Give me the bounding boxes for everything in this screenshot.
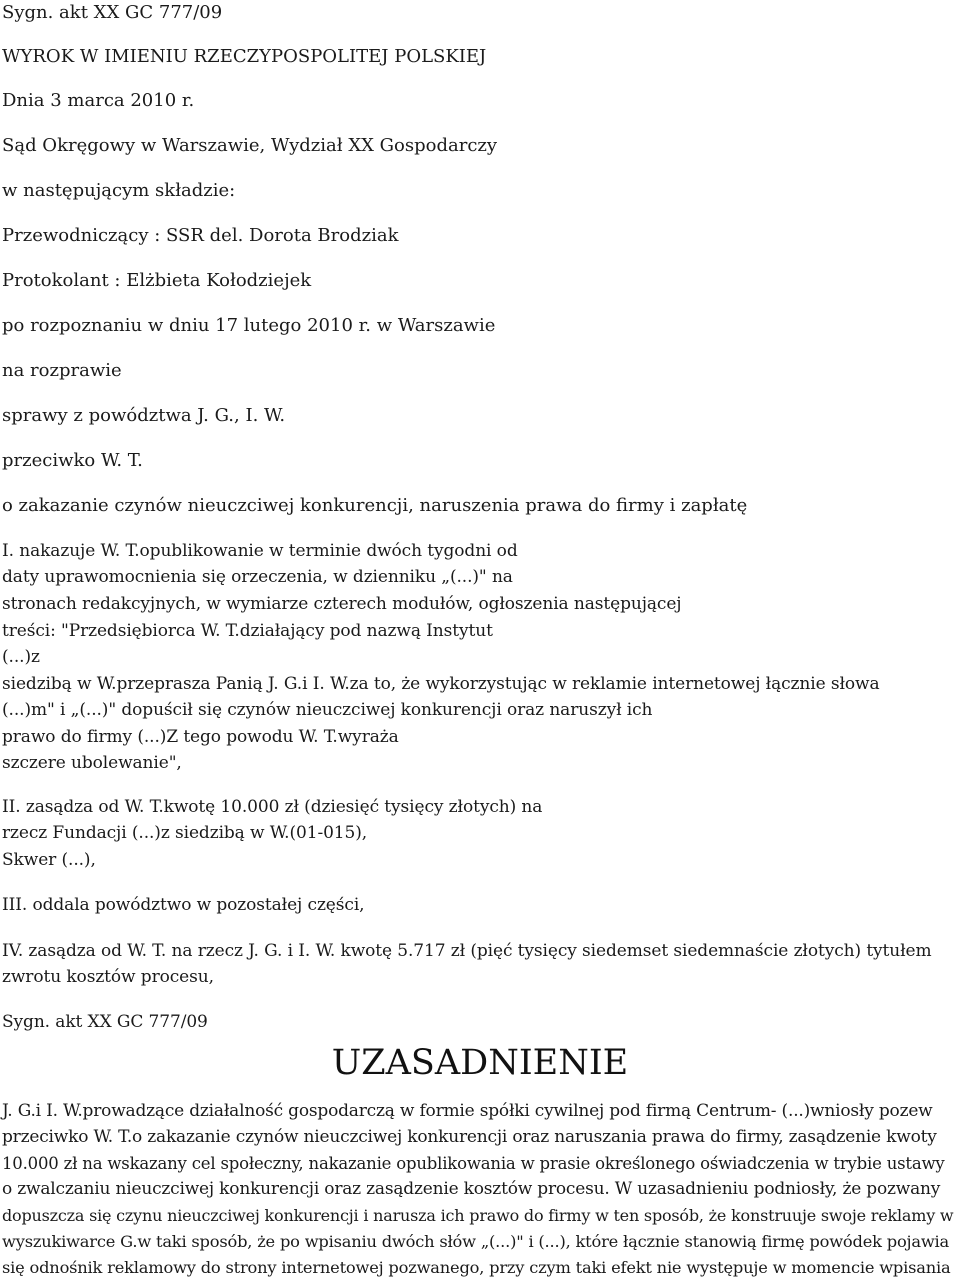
justification-heading: UZASADNIENIE bbox=[331, 1043, 629, 1083]
case-subject: o zakazanie czynów nieuczciwej konkurencji, naruszenia prawa do firmy i zapłatę bbox=[2, 495, 748, 516]
ruling-item-1-line: stronach redakcyjnych, w wymiarze czterech modułów, ogłoszenia następującej bbox=[2, 594, 682, 614]
justification-line: J. G.i I. W.prowadzące działalność gospodarczą w formie spółki cywilnej pod firmą Centrum- (...)wniosły pozew bbox=[2, 1101, 933, 1121]
hearing-info: po rozpoznaniu w dniu 17 lutego 2010 r. w Warszawie bbox=[2, 315, 496, 336]
ruling-item-1-line: (...)m" i „(...)" dopuścił się czynów nieuczciwej konkurencji oraz naruszył ich bbox=[2, 700, 653, 720]
ruling-item-1-line: treści: "Przedsiębiorca W. T.działający pod nazwą Instytut bbox=[2, 621, 493, 641]
session-type: na rozprawie bbox=[2, 360, 122, 381]
justification-line: 10.000 zł na wskazany cel społeczny, nakazanie opublikowania w prasie określonego oświadczenia w trybie ustawy bbox=[2, 1154, 945, 1173]
ruling-item-2-line: Skwer (...), bbox=[2, 850, 96, 870]
presiding-judge: Przewodniczący : SSR del. Dorota Brodziak bbox=[2, 225, 399, 246]
judgment-title: WYROK W IMIENIU RZECZYPOSPOLITEJ POLSKIEJ bbox=[2, 46, 487, 67]
case-parties: sprawy z powództwa J. G., I. W. bbox=[2, 405, 286, 426]
justification-line: wyszukiwarce G.w taki sposób, że po wpisaniu dwóch słów „(...)" i (...), które łącznie stanowią firmę powódek pojawia bbox=[2, 1232, 950, 1251]
ruling-item-1-line: (...)z bbox=[2, 647, 40, 667]
ruling-item-3: III. oddala powództwo w pozostałej części, bbox=[2, 895, 365, 915]
justification-line: o zwalczaniu nieuczciwej konkurencji oraz zasądzenie kosztów procesu. W uzasadnieniu podniosły, że pozwany bbox=[2, 1179, 941, 1199]
judgment-date: Dnia 3 marca 2010 r. bbox=[2, 90, 195, 111]
ruling-item-4-line: IV. zasądza od W. T. na rzecz J. G. i I. W. kwotę 5.717 zł (pięć tysięcy siedemset siedemnaście złotych) tytułem bbox=[2, 941, 932, 961]
justification-line: przeciwko W. T.o zakazanie czynów nieuczciwej konkurencji oraz naruszania prawa do firmy, zasądzenie kwoty bbox=[2, 1127, 937, 1147]
justification-signature: Sygn. akt XX GC 777/09 bbox=[2, 1012, 208, 1032]
ruling-item-4-line: zwrotu kosztów procesu, bbox=[2, 967, 214, 987]
ruling-item-1-line: szczere ubolewanie", bbox=[2, 753, 182, 773]
ruling-item-1-line: I. nakazuje W. T.opublikowanie w terminie dwóch tygodni od bbox=[2, 541, 518, 561]
court-name: Sąd Okręgowy w Warszawie, Wydział XX Gospodarczy bbox=[2, 135, 498, 156]
ruling-item-2-line: II. zasądza od W. T.kwotę 10.000 zł (dziesięć tysięcy złotych) na bbox=[2, 797, 543, 817]
ruling-item-1-line: daty uprawomocnienia się orzeczenia, w dzienniku „(...)" na bbox=[2, 567, 513, 587]
composition-label: w następującym składzie: bbox=[2, 180, 236, 201]
ruling-item-1-line: siedzibą w W.przeprasza Panią J. G.i I. W.za to, że wykorzystując w reklamie internetowej łącznie słowa bbox=[2, 674, 880, 694]
justification-line: dopuszcza się czynu nieuczciwej konkurencji i narusza ich prawo do firmy w ten sposób, że konstruuje swoje reklamy w bbox=[2, 1206, 954, 1225]
defendant: przeciwko W. T. bbox=[2, 450, 143, 471]
ruling-item-1-line: prawo do firmy (...)Z tego powodu W. T.wyraża bbox=[2, 727, 399, 747]
ruling-item-2-line: rzecz Fundacji (...)z siedzibą w W.(01-015), bbox=[2, 823, 368, 843]
justification-line: się odnośnik reklamowy do strony internetowej pozwanego, przy czym taki efekt nie występuje w momencie wpisania bbox=[2, 1258, 951, 1277]
case-signature: Sygn. akt XX GC 777/09 bbox=[2, 2, 223, 23]
court-clerk: Protokolant : Elżbieta Kołodziejek bbox=[2, 270, 312, 291]
